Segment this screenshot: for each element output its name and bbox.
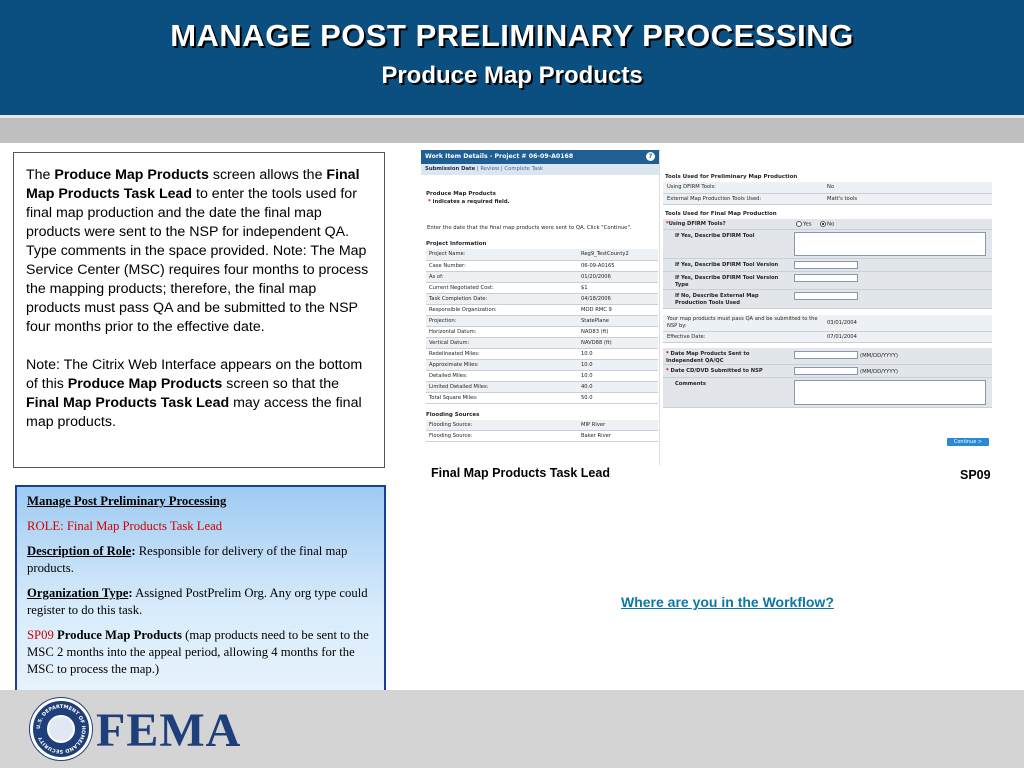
fema-logo: FEMA: [96, 704, 242, 757]
header-divider: [0, 115, 1024, 143]
comments-label: Comments: [675, 381, 706, 387]
slide-header: [0, 0, 1024, 115]
external-tools-input[interactable]: [794, 292, 858, 300]
role-label: ROLE: Final Map Products Task Lead: [27, 519, 223, 533]
row-label: Redelineated Miles:: [426, 348, 578, 359]
table-row: [426, 293, 658, 304]
role-box-heading: Manage Post Preliminary Processing: [27, 494, 227, 508]
page-subtitle: Produce Map Products: [381, 62, 643, 89]
table-row: [426, 260, 658, 271]
role-description: Description of Role: Responsible for delivery of the final map products.: [27, 544, 348, 575]
organization-type: Organization Type: Assigned PostPrelim Org. Any org type could register to do this task.: [27, 586, 368, 617]
row-label: Project Name:: [426, 249, 578, 260]
row-value: MIP River: [578, 420, 658, 431]
row-label: Using DFIRM Tools:: [663, 182, 823, 193]
dfirm-version-row: [663, 259, 992, 272]
work-item-tabs: Submission Date | Review | Complete Task: [421, 164, 659, 175]
table-row: [663, 193, 992, 204]
dhs-seal-icon: [30, 698, 92, 760]
flooding-sources-title: Flooding Sources: [426, 411, 480, 418]
seal-eagle-icon: [47, 715, 75, 743]
row-value: 50.0: [578, 392, 658, 403]
table-row: [426, 337, 658, 348]
row-value: 40.0: [578, 381, 658, 392]
qa-deadline-row: Your map products must pass QA and be submitted to the NSP by: 03/01/2004: [663, 315, 992, 332]
sp-task-description: SP09 Produce Map Products (map products need to be sent to the MSC 2 months into the appeal period, allowing 4 months for the MSC to process the map.): [27, 628, 369, 676]
row-label: Total Square Miles:: [426, 392, 578, 403]
flooding-sources-table: [426, 420, 658, 443]
row-label: Responsible Organization:: [426, 304, 578, 315]
external-tools-label: If No, Describe External Map Production Tools Used: [675, 292, 759, 306]
continue-button[interactable]: Continue >: [947, 438, 989, 446]
row-value: NAD83 (ft): [578, 326, 658, 337]
page-title: MANAGE POST PRELIMINARY PROCESSING: [170, 18, 854, 53]
using-dfirm-row: [663, 219, 992, 230]
row-value: Baker River: [578, 431, 658, 442]
dfirm-yes-radio[interactable]: Yes: [796, 221, 812, 228]
effective-date-row: Effective Date: 07/01/2004: [663, 332, 992, 343]
row-value: NAVD88 (ft): [578, 337, 658, 348]
table-row: [426, 326, 658, 337]
row-value: No: [823, 182, 992, 193]
table-row: [426, 315, 658, 326]
table-row: [426, 381, 658, 392]
dfirm-type-row: [663, 272, 992, 290]
table-row: [426, 370, 658, 381]
row-label: Projection:: [426, 315, 578, 326]
tools-prelim-title: Tools Used for Preliminary Map Production: [665, 174, 798, 180]
row-label: External Map Production Tools Used:: [663, 193, 823, 204]
row-label: Vertical Datum:: [426, 337, 578, 348]
comments-row: [663, 378, 992, 408]
help-icon[interactable]: ?: [646, 152, 655, 161]
comments-textarea[interactable]: [794, 380, 986, 405]
required-note: * indicates a required field.: [428, 199, 510, 205]
date-qa-row: * Date Map Products Sent to Independent QA/QC (MM/DD/YYYY): [663, 348, 992, 365]
using-dfirm-label: *Using DFIRM Tools?: [666, 220, 726, 227]
table-row: [426, 271, 658, 282]
row-value: $1: [578, 282, 658, 293]
tab-complete-task[interactable]: Complete Task: [504, 166, 544, 172]
table-row: [426, 282, 658, 293]
row-value: 10.0: [578, 348, 658, 359]
work-item-title: Work Item Details - Project # 06-09-A0168: [425, 153, 574, 160]
date-qa-input[interactable]: [794, 351, 858, 359]
row-label: Flooding Source:: [426, 420, 578, 431]
row-value: Reg9_TestCounty2: [578, 249, 658, 260]
tools-panel: [663, 172, 995, 465]
tab-submission-date[interactable]: Submission Date: [425, 166, 476, 172]
row-label: As of:: [426, 271, 578, 282]
table-row: [426, 359, 658, 370]
row-value: MOD RMC 9: [578, 304, 658, 315]
process-code: SP09: [960, 468, 991, 482]
row-label: Case Number:: [426, 260, 578, 271]
describe-dfirm-textarea[interactable]: [794, 232, 986, 256]
table-row: [426, 304, 658, 315]
describe-dfirm-row: [663, 230, 992, 259]
work-item-header: [421, 150, 659, 164]
description-paragraph-2: Note: The Citrix Web Interface appears on the bottom of this Produce Map Products screen so that the Final Map Products Task Lead may access the final map products.: [26, 357, 363, 430]
table-row: [426, 431, 658, 442]
svg-text:U.S. DEPARTMENT OF HOMELAND SE: U.S. DEPARTMENT OF HOMELAND SECURITY: [35, 703, 87, 755]
screenshot-caption: Final Map Products Task Lead: [431, 466, 610, 480]
describe-dfirm-label: If Yes, Describe DFIRM Tool: [675, 232, 755, 239]
row-label: Task Completion Date:: [426, 293, 578, 304]
description-paragraph-1: The Produce Map Products screen allows the Final Map Products Task Lead to enter the tools used for final map production and the date the final map products were sent to the NSP for independent QA. Type comments in the space provided. Note: The Map Service Center (MSC) requires four months to process the mapping products; therefore, the final map products must pass QA and be submitted to the NSP four months prior to the effective date.: [26, 167, 369, 335]
row-value: 01/20/2006: [578, 271, 658, 282]
dfirm-type-label: If Yes, Describe DFIRM Tool Version Type: [675, 274, 779, 288]
instruction-text: Enter the date that the final map products were sent to QA. Click "Continue".: [427, 225, 632, 231]
row-label: Current Negotiated Cost:: [426, 282, 578, 293]
app-screenshot: [421, 150, 995, 465]
dfirm-no-radio[interactable]: No: [820, 221, 834, 228]
dfirm-version-label: If Yes, Describe DFIRM Tool Version: [675, 261, 779, 268]
row-label: Flooding Source:: [426, 431, 578, 442]
workflow-link[interactable]: Where are you in the Workflow?: [621, 594, 834, 610]
role-info-box: [15, 485, 386, 692]
work-item-panel: [421, 150, 660, 465]
row-label: Detailed Miles:: [426, 370, 578, 381]
table-row: [426, 249, 658, 260]
table-row: [663, 182, 992, 193]
project-info-title: Project Information: [426, 241, 487, 247]
table-row: [426, 348, 658, 359]
dfirm-type-input[interactable]: [794, 274, 858, 282]
date-cd-row: * Date CD/DVD Submitted to NSP (MM/DD/YYYY): [663, 365, 992, 378]
description-box: [13, 152, 385, 468]
row-value: 06-09-A0165: [578, 260, 658, 271]
tools-final-title: Tools Used for Final Map Production: [665, 210, 777, 217]
row-value: StatePlane: [578, 315, 658, 326]
dfirm-version-input[interactable]: [794, 261, 858, 269]
date-cd-label: * Date CD/DVD Submitted to NSP: [666, 368, 763, 374]
date-cd-input[interactable]: [794, 367, 858, 375]
row-label: Limited Detailed Miles:: [426, 381, 578, 392]
row-value: 04/18/2006: [578, 293, 658, 304]
row-value: 10.0: [578, 359, 658, 370]
row-value: Matt's tools: [823, 193, 992, 204]
table-row: [426, 392, 658, 403]
form-title: Produce Map Products: [426, 191, 496, 197]
project-info-table: [426, 249, 658, 404]
tools-prelim-table: [663, 182, 992, 205]
tab-review[interactable]: Review: [480, 166, 500, 172]
table-row: [426, 420, 658, 431]
date-qa-label: * Date Map Products Sent to Independent QA/QC: [666, 351, 750, 364]
row-label: Approximate Miles:: [426, 359, 578, 370]
external-tools-row: [663, 290, 992, 309]
row-label: Horizontal Datum:: [426, 326, 578, 337]
dates-table: [663, 315, 992, 344]
row-value: 10.0: [578, 370, 658, 381]
